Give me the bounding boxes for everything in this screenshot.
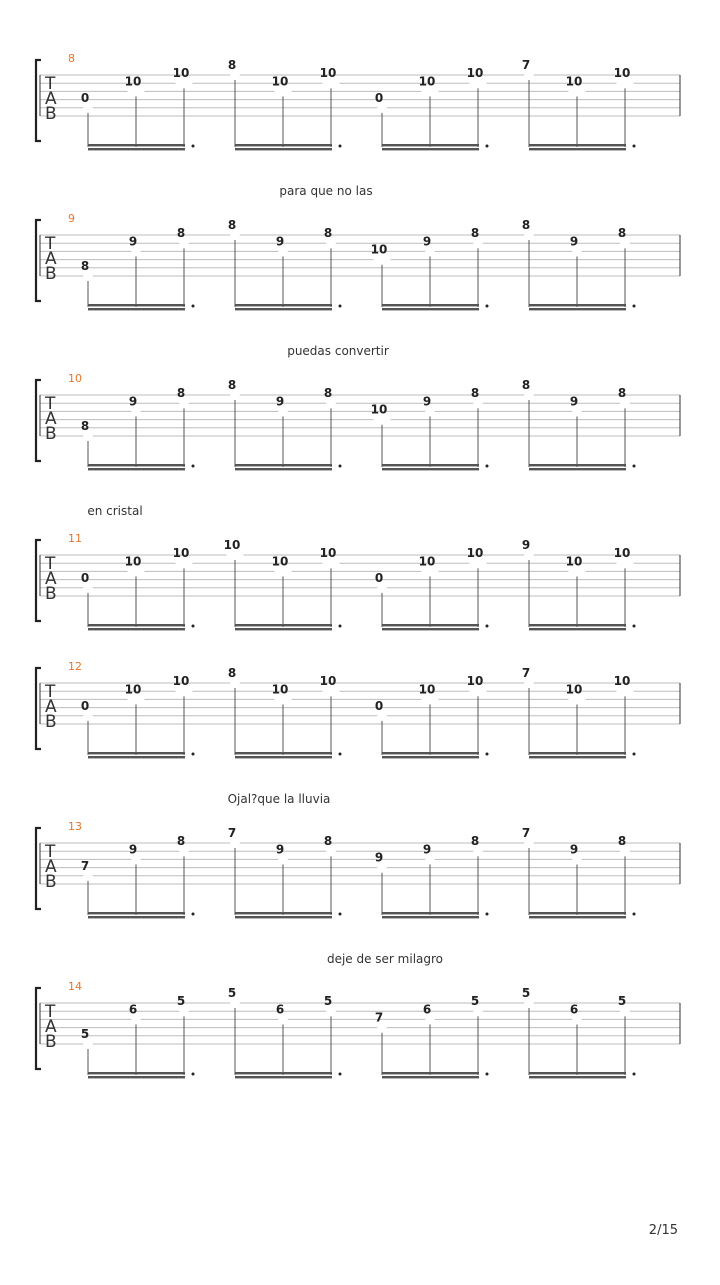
fret-number: 9 (569, 842, 579, 857)
fret-number: 10 (271, 554, 289, 569)
dot (633, 625, 636, 628)
beat-group (228, 58, 342, 150)
measure-number: 12 (68, 660, 82, 673)
beat-group (522, 666, 636, 758)
measure-number: 14 (68, 980, 82, 993)
beam (88, 1076, 185, 1078)
fret-number: 5 (176, 994, 186, 1009)
fret-number: 10 (466, 546, 484, 561)
fret-number: 5 (617, 994, 627, 1009)
dot (192, 465, 195, 468)
beat-group (375, 546, 489, 630)
beam (382, 624, 479, 626)
beam (235, 464, 332, 466)
fret-number: 0 (80, 570, 90, 585)
fret-number: 10 (370, 242, 388, 257)
fret-number: 10 (466, 66, 484, 81)
tab-system (36, 52, 680, 150)
dot (633, 913, 636, 916)
fret-number: 8 (323, 386, 333, 401)
fret-number: 8 (176, 226, 186, 241)
beat-group (522, 538, 636, 630)
dot (192, 753, 195, 756)
beam (235, 756, 332, 758)
fret-number: 10 (418, 554, 436, 569)
fret-number: 9 (275, 394, 285, 409)
fret-number: 10 (172, 674, 190, 689)
beam (529, 468, 626, 470)
beam (88, 1072, 185, 1074)
dot (339, 753, 342, 756)
beam (382, 304, 479, 306)
fret-number: 8 (470, 386, 480, 401)
dot (486, 465, 489, 468)
dot (486, 1073, 489, 1076)
beat-group (228, 826, 342, 918)
fret-number: 6 (422, 1002, 432, 1017)
fret-number: 8 (521, 378, 531, 392)
dot (339, 625, 342, 628)
fret-number: 5 (80, 1027, 90, 1041)
tab-clef-letter: B (45, 712, 57, 732)
dot (633, 145, 636, 148)
tab-clef-letter: T (45, 394, 56, 414)
beam (382, 628, 479, 630)
dot (633, 1073, 636, 1076)
tab-clef-letter: T (45, 842, 56, 862)
beam (235, 752, 332, 754)
fret-number: 8 (80, 259, 90, 273)
tab-clef-letter: A (45, 697, 57, 717)
fret-number: 8 (470, 834, 480, 849)
beam (382, 464, 479, 466)
beam (88, 752, 185, 754)
fret-number: 8 (470, 226, 480, 241)
beat-group (228, 666, 342, 758)
beam (88, 308, 185, 310)
beam (529, 912, 626, 914)
fret-number: 10 (124, 74, 142, 89)
tab-system (36, 792, 680, 918)
fret-number: 5 (323, 994, 333, 1009)
dot (339, 305, 342, 308)
fret-number: 10 (319, 66, 337, 81)
tab-system (36, 660, 680, 758)
beam (382, 756, 479, 758)
dot (486, 625, 489, 628)
beam (88, 912, 185, 914)
beam (382, 1076, 479, 1078)
measure-number: 9 (68, 212, 75, 225)
fret-number: 0 (374, 698, 384, 713)
beam (235, 1076, 332, 1078)
fret-number: 10 (418, 682, 436, 697)
lyric-text: para que no las (279, 184, 373, 198)
beam (235, 308, 332, 310)
fret-number: 9 (275, 842, 285, 857)
fret-number: 9 (128, 234, 138, 249)
dot (339, 465, 342, 468)
beam (88, 464, 185, 466)
beam (88, 756, 185, 758)
beam (529, 148, 626, 150)
beam (382, 308, 479, 310)
fret-number: 10 (172, 546, 190, 561)
beam (235, 468, 332, 470)
beat-group (522, 826, 636, 918)
fret-number: 8 (227, 218, 237, 232)
beam (88, 148, 185, 150)
fret-number: 0 (374, 90, 384, 105)
fret-number: 10 (466, 674, 484, 689)
beam (88, 624, 185, 626)
tab-system (36, 344, 680, 470)
fret-number: 8 (176, 834, 186, 849)
fret-number: 10 (418, 74, 436, 89)
beam (235, 1072, 332, 1074)
fret-number: 10 (172, 66, 190, 81)
fret-number: 9 (569, 234, 579, 249)
tab-clef-letter: T (45, 234, 56, 254)
fret-number: 10 (565, 554, 583, 569)
beam (529, 752, 626, 754)
beat-group (228, 378, 342, 470)
dot (192, 913, 195, 916)
lyric-text: Ojal?que la lluvia (227, 792, 331, 806)
tab-clef-letter: T (45, 1002, 56, 1022)
tab-clef-letter: B (45, 264, 57, 284)
beam (382, 752, 479, 754)
measure-number: 10 (68, 372, 82, 385)
beam (529, 144, 626, 146)
tab-clef-letter: T (45, 682, 56, 702)
fret-number: 10 (271, 682, 289, 697)
fret-number: 9 (569, 394, 579, 409)
fret-number: 9 (521, 538, 531, 552)
fret-number: 8 (323, 834, 333, 849)
fret-number: 10 (319, 546, 337, 561)
fret-number: 7 (521, 666, 531, 680)
beam (235, 144, 332, 146)
beam (235, 624, 332, 626)
fret-number: 10 (613, 66, 631, 81)
fret-number: 10 (124, 682, 142, 697)
beam (235, 912, 332, 914)
fret-number: 9 (422, 394, 432, 409)
fret-number: 6 (569, 1002, 579, 1017)
beam (529, 308, 626, 310)
measure-number: 13 (68, 820, 82, 833)
fret-number: 9 (275, 234, 285, 249)
beat-group (228, 986, 342, 1078)
fret-number: 10 (223, 538, 241, 552)
beam (529, 1072, 626, 1074)
lyric-text: puedas convertir (287, 344, 389, 358)
dot (633, 305, 636, 308)
beat-group (81, 546, 195, 630)
fret-number: 6 (128, 1002, 138, 1017)
fret-number: 7 (227, 826, 237, 840)
fret-number: 9 (422, 234, 432, 249)
beam (382, 148, 479, 150)
fret-number: 9 (374, 850, 384, 865)
beam (88, 144, 185, 146)
fret-number: 8 (323, 226, 333, 241)
beam (529, 628, 626, 630)
beat-group (522, 218, 636, 310)
beam (88, 916, 185, 918)
beam (529, 464, 626, 466)
beat-group (228, 218, 342, 310)
fret-number: 7 (521, 826, 531, 840)
fret-number: 10 (613, 546, 631, 561)
beam (382, 1072, 479, 1074)
dot (339, 1073, 342, 1076)
measure-number: 11 (68, 532, 82, 545)
fret-number: 10 (613, 674, 631, 689)
fret-number: 9 (128, 394, 138, 409)
beat-group (522, 58, 636, 150)
fret-number: 8 (617, 226, 627, 241)
beam (382, 912, 479, 914)
tab-clef-letter: A (45, 569, 57, 589)
beat-group (375, 834, 489, 918)
lyric-text: deje de ser milagro (326, 952, 444, 966)
dot (486, 913, 489, 916)
tab-clef-letter: A (45, 89, 57, 109)
fret-number: 5 (470, 994, 480, 1009)
beam (235, 304, 332, 306)
fret-number: 8 (227, 378, 237, 392)
fret-number: 10 (370, 402, 388, 417)
fret-number: 8 (521, 218, 531, 232)
fret-number: 9 (128, 842, 138, 857)
beam (529, 304, 626, 306)
fret-number: 10 (565, 74, 583, 89)
tab-clef-letter: B (45, 872, 57, 892)
tab-clef-letter: T (45, 74, 56, 94)
dot (192, 1073, 195, 1076)
tab-clef-letter: A (45, 857, 57, 877)
tab-system (36, 952, 680, 1078)
beam (529, 756, 626, 758)
fret-number: 0 (374, 570, 384, 585)
page-indicator: 2/15 (648, 1223, 678, 1238)
dot (192, 145, 195, 148)
beat-group (375, 674, 489, 758)
fret-number: 8 (227, 58, 237, 72)
fret-number: 10 (271, 74, 289, 89)
fret-number: 6 (275, 1002, 285, 1017)
tab-clef-letter: B (45, 584, 57, 604)
beat-group (522, 378, 636, 470)
beat-group (224, 538, 342, 630)
beam (88, 304, 185, 306)
beam (382, 468, 479, 470)
beam (235, 148, 332, 150)
dot (192, 305, 195, 308)
dot (633, 753, 636, 756)
beam (88, 468, 185, 470)
dot (486, 145, 489, 148)
tab-system (36, 184, 680, 310)
beam (529, 916, 626, 918)
fret-number: 10 (124, 554, 142, 569)
beam (529, 1076, 626, 1078)
fret-number: 8 (617, 834, 627, 849)
beam (382, 916, 479, 918)
tab-clef-letter: A (45, 1017, 57, 1037)
beam (382, 144, 479, 146)
fret-number: 0 (80, 698, 90, 713)
tab-clef-letter: B (45, 1032, 57, 1052)
tab-system (36, 504, 680, 630)
dot (339, 913, 342, 916)
beam (88, 628, 185, 630)
dot (486, 753, 489, 756)
beam (529, 624, 626, 626)
fret-number: 9 (422, 842, 432, 857)
tab-clef-letter: B (45, 104, 57, 124)
beat-group (522, 986, 636, 1078)
fret-number: 8 (617, 386, 627, 401)
beam (235, 628, 332, 630)
beat-group (81, 834, 195, 918)
lyric-text: en cristal (87, 504, 143, 518)
fret-number: 10 (319, 674, 337, 689)
dot (339, 145, 342, 148)
fret-number: 10 (565, 682, 583, 697)
fret-number: 8 (80, 419, 90, 433)
fret-number: 7 (374, 1010, 384, 1025)
fret-number: 7 (521, 58, 531, 72)
tab-clef-letter: A (45, 249, 57, 269)
dot (192, 625, 195, 628)
tab-clef-letter: B (45, 424, 57, 444)
measure-number: 8 (68, 52, 75, 65)
tab-clef-letter: T (45, 554, 56, 574)
beam (235, 916, 332, 918)
dot (486, 305, 489, 308)
fret-number: 8 (176, 386, 186, 401)
beat-group (81, 674, 195, 758)
fret-number: 5 (227, 986, 237, 1000)
dot (633, 465, 636, 468)
fret-number: 7 (80, 858, 90, 873)
tab-clef-letter: A (45, 409, 57, 429)
fret-number: 5 (521, 986, 531, 1000)
fret-number: 8 (227, 666, 237, 680)
fret-number: 0 (80, 90, 90, 105)
